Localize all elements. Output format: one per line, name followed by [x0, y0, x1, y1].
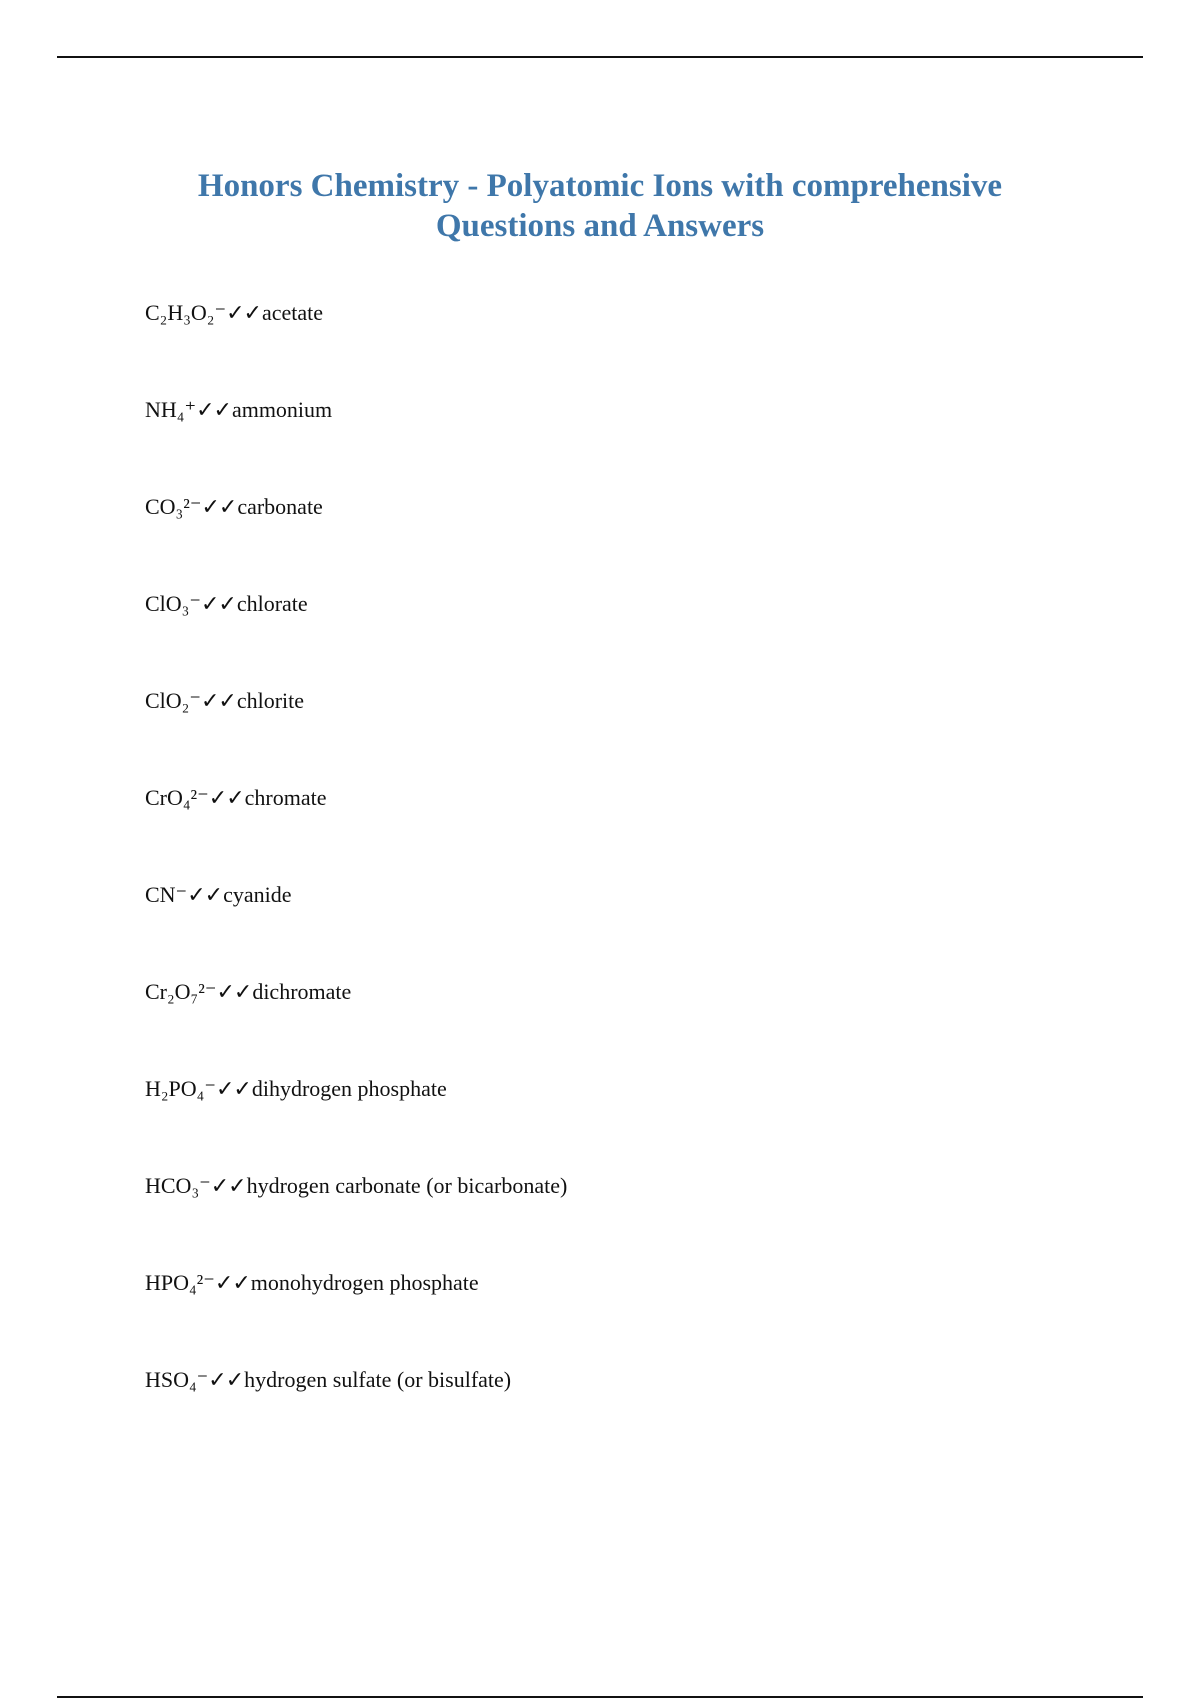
- ion-formula: CN⁻: [145, 882, 188, 907]
- ion-name: hydrogen carbonate (or bicarbonate): [246, 1173, 568, 1198]
- double-check-icon: ✓✓: [201, 495, 237, 520]
- list-item: [145, 1074, 567, 1171]
- ion-formula: ClO₃⁻: [145, 591, 201, 616]
- ion-formula: CO₃²⁻: [145, 494, 202, 519]
- list-item: [145, 395, 567, 492]
- list-item: [145, 589, 567, 686]
- double-check-icon: ✓✓: [208, 1368, 244, 1393]
- list-item: [145, 1171, 567, 1268]
- ion-formula: CrO₄²⁻: [145, 785, 209, 810]
- ion-formula: HSO₄⁻: [145, 1367, 209, 1392]
- ion-name: chlorite: [236, 688, 305, 713]
- list-item: [145, 1268, 567, 1365]
- ion-name: monohydrogen phosphate: [250, 1270, 479, 1295]
- double-check-icon: ✓✓: [214, 1271, 250, 1296]
- double-check-icon: ✓✓: [210, 1174, 246, 1199]
- ion-name: chlorate: [236, 591, 308, 616]
- ion-name: hydrogen sulfate (or bisulfate): [244, 1367, 512, 1392]
- ion-formula: Cr₂O₇²⁻: [145, 979, 217, 1004]
- page-title: Honors Chemistry - Polyatomic Ions with comprehensive Questions and Answers: [197, 168, 1003, 244]
- ion-name: acetate: [261, 300, 324, 325]
- ion-name: dichromate: [252, 979, 352, 1004]
- ion-formula: NH₄⁺: [145, 397, 197, 422]
- list-item: [145, 977, 567, 1074]
- ion-name: dihydrogen phosphate: [251, 1076, 447, 1101]
- double-check-icon: ✓✓: [200, 592, 236, 617]
- ion-formula: ClO₂⁻: [145, 688, 201, 713]
- list-item: [145, 298, 567, 395]
- ion-name: ammonium: [231, 397, 333, 422]
- ion-name: chromate: [244, 785, 327, 810]
- header-rule: [57, 56, 1143, 58]
- list-item: [145, 783, 567, 880]
- double-check-icon: ✓✓: [215, 1077, 251, 1102]
- ion-formula: C₂H₃O₂⁻: [145, 300, 227, 325]
- ion-name: carbonate: [237, 494, 323, 519]
- list-item: [145, 492, 567, 589]
- double-check-icon: ✓✓: [200, 689, 236, 714]
- double-check-icon: ✓✓: [187, 883, 223, 908]
- list-item: [145, 1365, 567, 1462]
- double-check-icon: ✓✓: [196, 398, 231, 423]
- ion-formula: HCO₃⁻: [145, 1173, 211, 1198]
- double-check-icon: ✓✓: [226, 301, 261, 326]
- ion-name: cyanide: [223, 882, 292, 907]
- qa-list: [145, 298, 567, 1462]
- ion-formula: H₂PO₄⁻: [145, 1076, 216, 1101]
- ion-formula: HPO₄²⁻: [145, 1270, 215, 1295]
- list-item: [145, 686, 567, 783]
- footer-rule: [57, 1696, 1143, 1698]
- list-item: [145, 880, 567, 977]
- double-check-icon: ✓✓: [208, 786, 244, 811]
- double-check-icon: ✓✓: [216, 980, 252, 1005]
